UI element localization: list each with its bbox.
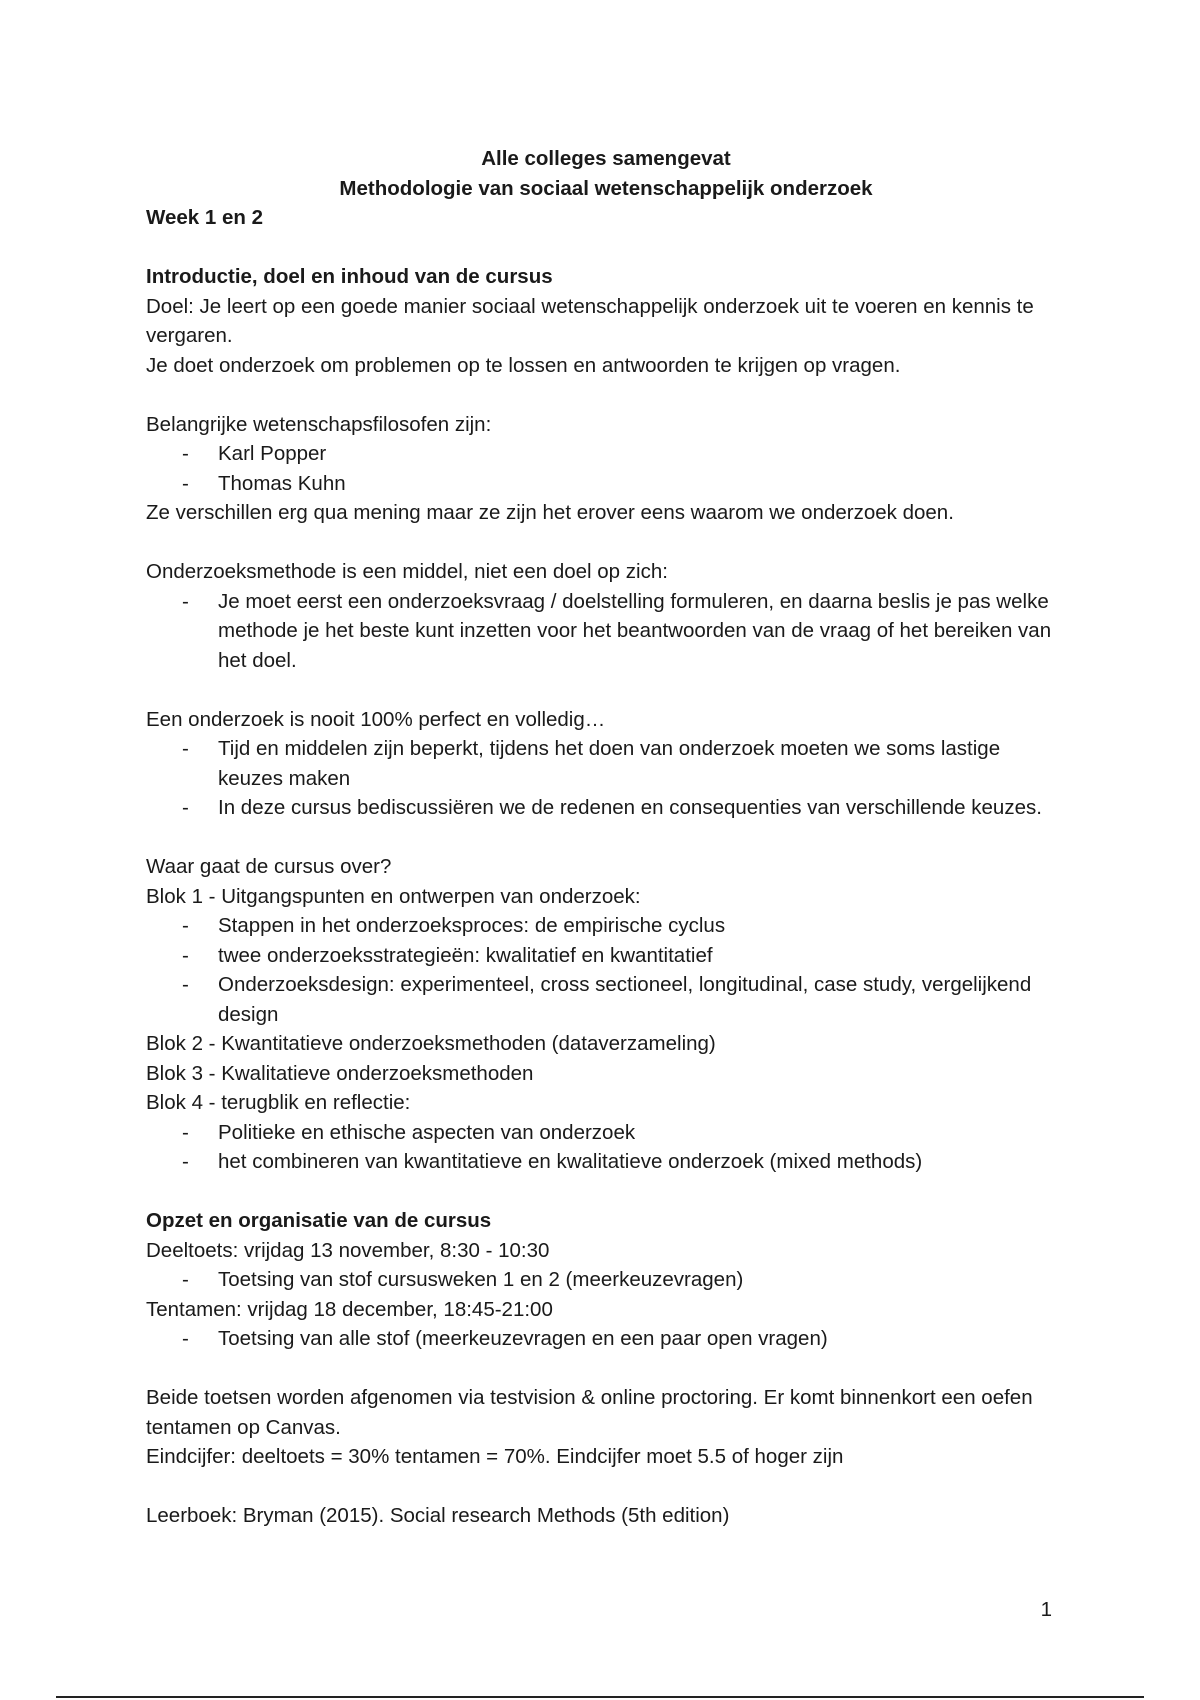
list-item: - Toetsing van alle stof (meerkeuzevragen en een paar open vragen) xyxy=(218,1324,1066,1354)
blok-3-heading: Blok 3 - Kwalitatieve onderzoeksmethoden xyxy=(146,1061,534,1085)
philosophers-intro: Belangrijke wetenschapsfilosofen zijn: xyxy=(146,412,492,436)
tentamen-line: Tentamen: vrijdag 18 december, 18:45-21:00 xyxy=(146,1297,553,1321)
intro-paragraph-goal: Doel: Je leert op een goede manier sociaal wetenschappelijk onderzoek uit te voeren en kennis te vergaren. xyxy=(146,294,1034,347)
list-item: - Je moet eerst een onderzoeksvraag / doelstelling formuleren, en daarna beslis je pas welke methode je het beste kunt inzetten voor het beantwoorden van de vraag of het bereiken van het doel. xyxy=(218,587,1066,676)
deeltoets-line: Deeltoets: vrijdag 13 november, 8:30 - 10:30 xyxy=(146,1238,550,1262)
intro-paragraph-purpose: Je doet onderzoek om problemen op te lossen en antwoorden te krijgen op vragen. xyxy=(146,353,901,377)
list-item: - Thomas Kuhn xyxy=(218,469,1066,499)
eindcijfer-line: Eindcijfer: deeltoets = 30% tentamen = 70%. Eindcijfer moet 5.5 of hoger zijn xyxy=(146,1445,844,1468)
week-heading: Week 1 en 2 xyxy=(146,206,263,229)
list-item: - Toetsing van stof cursusweken 1 en 2 (meerkeuzevragen) xyxy=(218,1265,1066,1295)
document-subtitle: Methodologie van sociaal wetenschappelijk onderzoek xyxy=(339,176,873,200)
list-item: - Onderzoeksdesign: experimenteel, cross sectioneel, longitudinal, case study, vergelijkend design xyxy=(218,970,1066,1029)
blok-4-heading: Blok 4 - terugblik en reflectie: xyxy=(146,1091,411,1114)
philosophers-list xyxy=(146,439,1066,498)
intro-heading: Introductie, doel en inhoud van de cursus xyxy=(146,265,553,288)
deeltoets-list xyxy=(146,1265,1066,1295)
list-item: - Tijd en middelen zijn beperkt, tijdens het doen van onderzoek moeten we soms lastige keuzes maken xyxy=(218,734,1066,793)
blok-1-heading: Blok 1 - Uitgangspunten en ontwerpen van onderzoek: xyxy=(146,884,641,908)
method-intro: Onderzoeksmethode is een middel, niet een doel op zich: xyxy=(146,560,668,583)
toetsen-paragraph: Beide toetsen worden afgenomen via testvision & online proctoring. Er komt binnenkort een oefen tentamen op Canvas. xyxy=(146,1386,1033,1439)
method-list xyxy=(146,587,1066,676)
perfect-list xyxy=(146,734,1066,823)
document-title: Alle colleges samengevat xyxy=(481,147,731,170)
list-item: - Politieke en ethische aspecten van onderzoek xyxy=(218,1118,1066,1148)
blok-1-list xyxy=(146,911,1066,1029)
list-item: - twee onderzoeksstrategieën: kwalitatief en kwantitatief xyxy=(218,941,1066,971)
leerboek-line: Leerboek: Bryman (2015). Social research Methods (5th edition) xyxy=(146,1504,730,1527)
list-item: - het combineren van kwantitatieve en kwalitatieve onderzoek (mixed methods) xyxy=(218,1147,1066,1177)
course-question: Waar gaat de cursus over? xyxy=(146,855,392,878)
perfect-intro: Een onderzoek is nooit 100% perfect en volledig… xyxy=(146,707,606,731)
page-divider xyxy=(56,1696,1144,1698)
list-item: - Stappen in het onderzoeksproces: de empirische cyclus xyxy=(218,911,1066,941)
blok-4-list xyxy=(146,1118,1066,1177)
document-page xyxy=(146,144,1066,1531)
tentamen-list xyxy=(146,1324,1066,1354)
page-number: 1 xyxy=(1040,1598,1052,1621)
blok-2-heading: Blok 2 - Kwantitatieve onderzoeksmethoden (dataverzameling) xyxy=(146,1032,716,1055)
list-item: - In deze cursus bediscussiëren we de redenen en consequenties van verschillende keuzes. xyxy=(218,793,1066,823)
philosophers-outro: Ze verschillen erg qua mening maar ze zijn het erover eens waarom we onderzoek doen. xyxy=(146,501,954,524)
list-item: - Karl Popper xyxy=(218,439,1066,469)
organisation-heading: Opzet en organisatie van de cursus xyxy=(146,1209,492,1232)
